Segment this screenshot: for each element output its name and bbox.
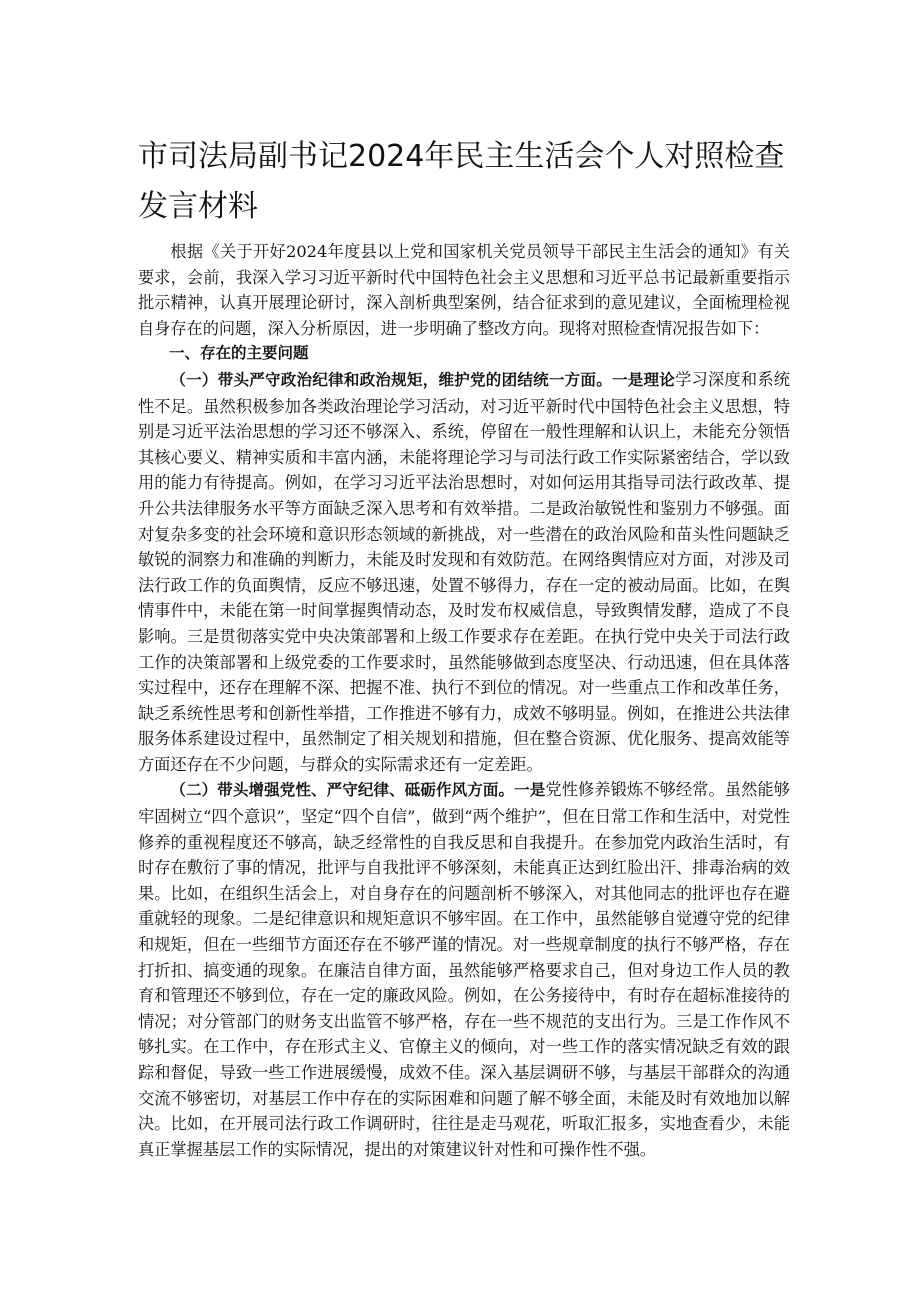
- paragraph-text: 学习深度和系统性不足。虽然积极参加各类政治理论学习活动，对习近平新时代中国特色社会主义思想，特别是习近平法治思想的学习还不够深入、系统，停留在一般性理解和认识上，未能充分领悟其核心要义、精神实质和丰富内涵，未能将理论学习与司法行政工作实际紧密结合，学以致用的能力有待提高。例如，在学习习近平法治思想时，对如何运用其指导司法行政改革、提升公共法律服务水平等方面缺乏深入思考和有效举措。二是政治敏锐性和鉴别力不够强。面对复杂多变的社会环境和意识形态领域的新挑战，对一些潜在的政治风险和苗头性问题缺乏敏锐的洞察力和准确的判断力，未能及时发现和有效防范。在网络舆情应对方面，对涉及司法行政工作的负面舆情，反应不够迅速，处置不够得力，存在一定的被动局面。比如，在舆情事件中，未能在第一时间掌握舆情动态，及时发布权威信息，导致舆情发酵，造成了不良影响。三是贯彻落实党中央决策部署和上级工作要求存在差距。在执行党中央关于司法行政工作的决策部署和上级党委的工作要求时，虽然能够做到态度坚决、行动迅速，但在具体落实过程中，还存在理解不深、把握不准、执行不到位的情况。对一些重点工作和改革任务，缺乏系统性思考和创新性举措，工作推进不够有力，成效不够明显。例如，在推进公共法律服务体系建设过程中，虽然制定了相关规划和措施，但在整合资源、优化服务、提高效能等方面还存在不少问题，与群众的实际需求还有一定差距。: [138, 369, 790, 774]
- intro-paragraph: 根据《关于开好2024年度县以上党和国家机关党员领导干部民主生活会的通知》有关要求，会前，我深入学习习近平新时代中国特色社会主义思想和习近平总书记最新重要指示批示精神，认真开展理论研讨，深入剖析典型案例，结合征求到的意见建议，全面梳理检视自身存在的问题，深入分析原因，进一步明确了整改方向。现将对照检查情况报告如下：: [138, 242, 790, 338]
- paragraph-political-discipline: [138, 367, 790, 778]
- document-body: [138, 239, 790, 1162]
- document-title: 市司法局副书记2024年民主生活会个人对照检查发言材料: [138, 139, 785, 224]
- section-heading: 一、存在的主要问题: [169, 344, 309, 363]
- paragraph-lead: （二）带头增强党性、严守纪律、砥砺作风方面。一是: [170, 781, 546, 800]
- paragraph-party-spirit: [138, 777, 790, 1162]
- paragraph-text: 党性修养锻炼不够经常。虽然能够牢固树立“四个意识”，坚定“四个自信”，做到“两个维护”，但在日常工作和生活中，对党性修养的重视程度还不够高，缺乏经常性的自我反思和自我提升。在参加党内政治生活时，有时存在敷衍了事的情况，批评与自我批评不够深刻，未能真正达到红脸出汗、排毒治病的效果。比如，在组织生活会上，对自身存在的问题剖析不够深入，对其他同志的批评也存在避重就轻的现象。二是纪律意识和规矩意识不够牢固。在工作中，虽然能够自觉遵守党的纪律和规矩，但在一些细节方面还存在不够严谨的情况。对一些规章制度的执行不够严格，存在打折扣、搞变通的现象。在廉洁自律方面，虽然能够严格要求自己，但对身边工作人员的教育和管理还不够到位，存在一定的廉政风险。例如，在公务接待中，有时存在超标准接待的情况；对分管部门的财务支出监管不够严格，存在一些不规范的支出行为。三是工作作风不够扎实。在工作中，存在形式主义、官僚主义的倾向，对一些工作的落实情况缺乏有效的跟踪和督促，导致一些工作进展缓慢，成效不佳。深入基层调研不够，与基层干部群众的沟通交流不够密切，对基层工作中存在的实际困难和问题了解不够全面，未能及时有效地加以解决。比如，在开展司法行政工作调研时，往往是走马观花，听取汇报多，实地查看少，未能真正掌握基层工作的实际情况，提出的对策建议针对性和可操作性不强。: [138, 780, 790, 1159]
- paragraph-lead: （一）带头严守政治纪律和政治规矩，维护党的团结统一方面。一是理论: [170, 370, 676, 389]
